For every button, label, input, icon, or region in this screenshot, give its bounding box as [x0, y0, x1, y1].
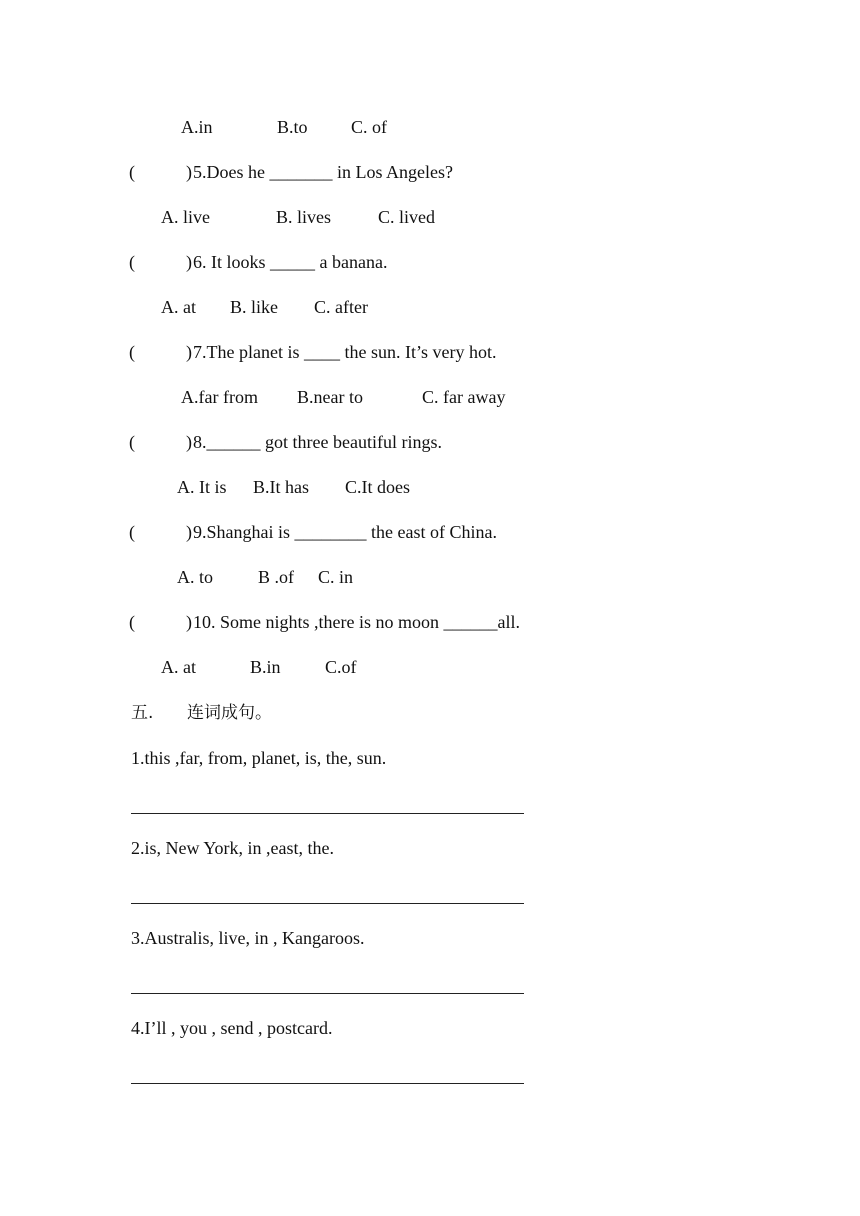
option-c: C. in — [318, 567, 354, 587]
answer-paren-open: ( — [129, 612, 135, 632]
answer-line — [131, 993, 524, 994]
option-c: C.of — [325, 657, 357, 677]
answer-paren-open: ( — [129, 252, 135, 272]
option-b: B. lives — [276, 207, 332, 227]
option-a: A. at — [161, 297, 196, 317]
option-c: C. far away — [422, 387, 506, 407]
answer-paren-open: ( — [129, 162, 135, 182]
question-text: 10. Some nights ,there is no moon ______all. — [193, 612, 520, 632]
section-title: 连词成句。 — [187, 703, 272, 723]
answer-paren-open: ( — [129, 432, 135, 452]
answer-paren-close: ) — [186, 432, 192, 452]
question-text: 9.Shanghai is ________ the east of China. — [193, 522, 497, 542]
option-b: B .of — [258, 567, 294, 587]
answer-paren-close: ) — [186, 612, 192, 632]
answer-line — [131, 813, 524, 814]
option-c: C. after — [314, 297, 368, 317]
answer-line — [131, 903, 524, 904]
answer-paren-close: ) — [186, 162, 192, 182]
option-a: A.in — [181, 117, 213, 137]
answer-paren-open: ( — [129, 522, 135, 542]
option-b: B.It has — [253, 477, 309, 497]
option-c: C.It does — [345, 477, 410, 497]
answer-paren-close: ) — [186, 342, 192, 362]
option-b: B.near to — [297, 387, 363, 407]
option-b: B.in — [250, 657, 281, 677]
option-c: C. lived — [378, 207, 435, 227]
answer-line — [131, 1083, 524, 1084]
sentence-item-4: 4.I’ll , you , send , postcard. — [131, 1018, 333, 1038]
option-a: A. It is — [177, 477, 227, 497]
sentence-item-1: 1.this ,far, from, planet, is, the, sun. — [131, 748, 387, 768]
answer-paren-open: ( — [129, 342, 135, 362]
answer-paren-close: ) — [186, 252, 192, 272]
answer-paren-close: ) — [186, 522, 192, 542]
option-b: B.to — [277, 117, 308, 137]
sentence-item-3: 3.Australis, live, in , Kangaroos. — [131, 928, 365, 948]
question-text: 8.______ got three beautiful rings. — [193, 432, 442, 452]
option-a: A.far from — [181, 387, 258, 407]
option-a: A. live — [161, 207, 210, 227]
sentence-item-2: 2.is, New York, in ,east, the. — [131, 838, 334, 858]
question-text: 5.Does he _______ in Los Angeles? — [193, 162, 453, 182]
question-text: 7.The planet is ____ the sun. It’s very hot. — [193, 342, 497, 362]
section-number: 五. — [131, 703, 154, 723]
option-a: A. at — [161, 657, 196, 677]
question-text: 6. It looks _____ a banana. — [193, 252, 388, 272]
option-b: B. like — [230, 297, 278, 317]
option-c: C. of — [351, 117, 387, 137]
option-a: A. to — [177, 567, 213, 587]
